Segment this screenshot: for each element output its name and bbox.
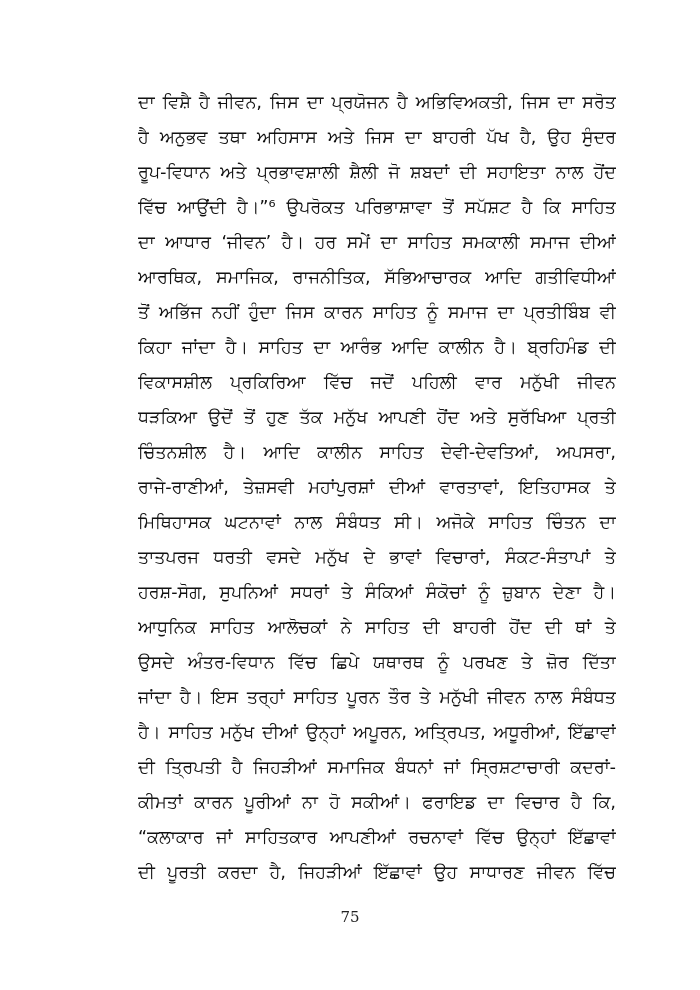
text-line: ਤਾਤਪਰਜ ਧਰਤੀ ਵਸਦੇ ਮਨੁੱਖ ਦੇ ਭਾਵਾਂ ਵਿਚਾਰਾਂ, ਸੰਕਟ-ਸੰਤਾਪਾਂ ਤੇ — [138, 548, 616, 568]
text-line: ਦੀ ਤ੍ਰਿਪਤੀ ਹੈ ਜਿਹੜੀਆਂ ਸਮਾਜਿਕ ਬੰਧਨਾਂ ਜਾਂ ਸ੍ਰਿਸ਼ਟਾਚਾਰੀ ਕਦਰਾਂ- — [138, 758, 616, 778]
text-line: ਜਾਂਦਾ ਹੈ। ਇਸ ਤਰ੍ਹਾਂ ਸਾਹਿਤ ਪੂਰਨ ਤੌਰ ਤੇ ਮਨੁੱਖੀ ਜੀਵਨ ਨਾਲ ਸੰਬੰਧਤ — [138, 688, 616, 708]
text-line: ਦਾ ਆਧਾਰ ‘ਜੀਵਨ’ ਹੈ। ਹਰ ਸਮੇਂ ਦਾ ਸਾਹਿਤ ਸਮਕਾਲੀ ਸਮਾਜ ਦੀਆਂ — [138, 233, 616, 253]
text-line: ਕੀਮਤਾਂ ਕਾਰਨ ਪੂਰੀਆਂ ਨਾ ਹੋ ਸਕੀਆਂ। ਫਰਾਇਡ ਦਾ ਵਿਚਾਰ ਹੈ ਕਿ, — [138, 793, 616, 813]
text-line: ਧੜਕਿਆ ਉਦੋਂ ਤੋਂ ਹੁਣ ਤੱਕ ਮਨੁੱਖ ਆਪਣੀ ਹੋਂਦ ਅਤੇ ਸੁਰੱਖਿਆ ਪ੍ਰਤੀ — [138, 408, 616, 428]
text-line: ਵਿਕਾਸਸ਼ੀਲ ਪ੍ਰਕਿਰਿਆ ਵਿੱਚ ਜਦੋਂ ਪਹਿਲੀ ਵਾਰ ਮਨੁੱਖੀ ਜੀਵਨ — [138, 373, 616, 393]
text-line: ਵਿੱਚ ਆਉਂਦੀ ਹੈ।”⁶ ਉਪਰੋਕਤ ਪਰਿਭਾਸ਼ਾਵਾ ਤੋਂ ਸਪੱਸ਼ਟ ਹੈ ਕਿ ਸਾਹਿਤ — [138, 198, 616, 218]
text-line: ਦੀ ਪੂਰਤੀ ਕਰਦਾ ਹੈ, ਜਿਹੜੀਆਂ ਇੱਛਾਵਾਂ ਉਹ ਸਾਧਾਰਣ ਜੀਵਨ ਵਿੱਚ — [138, 863, 616, 883]
text-line: “ਕਲਾਕਾਰ ਜਾਂ ਸਾਹਿਤਕਾਰ ਆਪਣੀਆਂ ਰਚਨਾਵਾਂ ਵਿੱਚ ਉਨ੍ਹਾਂ ਇੱਛਾਵਾਂ — [138, 828, 616, 848]
text-line: ਉਸਦੇ ਅੰਤਰ-ਵਿਧਾਨ ਵਿੱਚ ਛਿਪੇ ਯਥਾਰਥ ਨੂੰ ਪਰਖਣ ਤੇ ਜ਼ੋਰ ਦਿੱਤਾ — [138, 653, 616, 673]
text-line: ਦਾ ਵਿਸ਼ੈ ਹੈ ਜੀਵਨ, ਜਿਸ ਦਾ ਪ੍ਰਯੋਜਨ ਹੈ ਅਭਿਵਿਅਕਤੀ, ਜਿਸ ਦਾ ਸਰੋਤ — [138, 93, 616, 113]
text-line: ਰਾਜੇ-ਰਾਣੀਆਂ, ਤੇਜ਼ਸਵੀ ਮਹਾਂਪੁਰਸ਼ਾਂ ਦੀਆਂ ਵਾਰਤਾਵਾਂ, ਇਤਿਹਾਸਕ ਤੇ — [138, 478, 616, 498]
text-line: ਚਿੰਤਨਸ਼ੀਲ ਹੈ। ਆਦਿ ਕਾਲੀਨ ਸਾਹਿਤ ਦੇਵੀ-ਦੇਵਤਿਆਂ, ਅਪਸਰਾ, — [138, 443, 616, 463]
text-line: ਆਰਥਿਕ, ਸਮਾਜਿਕ, ਰਾਜਨੀਤਿਕ, ਸੱਭਿਆਚਾਰਕ ਆਦਿ ਗਤੀਵਿਧੀਆਂ — [138, 268, 616, 288]
text-line: ਆਧੁਨਿਕ ਸਾਹਿਤ ਆਲੋਚਕਾਂ ਨੇ ਸਾਹਿਤ ਦੀ ਬਾਹਰੀ ਹੋਂਦ ਦੀ ਥਾਂ ਤੇ — [138, 618, 616, 638]
text-line: ਹੈ ਅਨੁਭਵ ਤਥਾ ਅਹਿਸਾਸ ਅਤੇ ਜਿਸ ਦਾ ਬਾਹਰੀ ਪੱਖ ਹੈ, ਉਹ ਸੁੰਦਰ — [138, 128, 616, 148]
page-number: 75 — [340, 908, 360, 926]
text-line: ਰੂਪ-ਵਿਧਾਨ ਅਤੇ ਪ੍ਰਭਾਵਸ਼ਾਲੀ ਸ਼ੈਲੀ ਜੋ ਸ਼ਬਦਾਂ ਦੀ ਸਹਾਇਤਾ ਨਾਲ ਹੋਂਦ — [138, 163, 616, 183]
body-text — [138, 86, 616, 891]
text-line: ਮਿਥਿਹਾਸਕ ਘਟਨਾਵਾਂ ਨਾਲ ਸੰਬੰਧਤ ਸੀ। ਅਜੋਕੇ ਸਾਹਿਤ ਚਿੰਤਨ ਦਾ — [138, 513, 616, 533]
text-line: ਤੋਂ ਅਭਿੱਜ ਨਹੀਂ ਹੁੰਦਾ ਜਿਸ ਕਾਰਨ ਸਾਹਿਤ ਨੂੰ ਸਮਾਜ ਦਾ ਪ੍ਰਤੀਬਿੰਬ ਵੀ — [138, 303, 616, 323]
text-line: ਹਰਸ਼-ਸੋਗ, ਸੁਪਨਿਆਂ ਸਧਰਾਂ ਤੇ ਸੰਕਿਆਂ ਸੰਕੋਚਾਂ ਨੂੰ ਜ਼ੁਬਾਨ ਦੇਣਾ ਹੈ। — [138, 583, 616, 603]
text-line: ਹੈ। ਸਾਹਿਤ ਮਨੁੱਖ ਦੀਆਂ ਉਨ੍ਹਾਂ ਅਪੂਰਨ, ਅਤ੍ਰਿਪਤ, ਅਧੂਰੀਆਂ, ਇੱਛਾਵਾਂ — [138, 723, 616, 743]
text-line: ਕਿਹਾ ਜਾਂਦਾ ਹੈ। ਸਾਹਿਤ ਦਾ ਆਰੰਭ ਆਦਿ ਕਾਲੀਨ ਹੈ। ਬ੍ਰਹਿਮੰਡ ਦੀ — [138, 338, 616, 358]
